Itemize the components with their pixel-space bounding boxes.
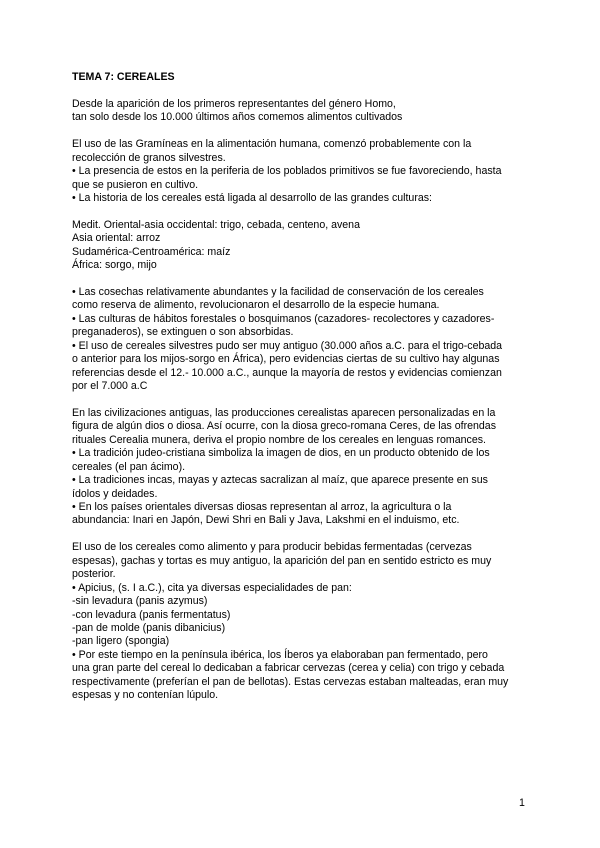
text-line: una gran parte del cereal lo dedicaban a fabricar cervezas (cerea y celia) con trigo y cebada [72,662,505,675]
region-line: Asia oriental: arroz [72,232,161,245]
text-line: rituales Cerealia munera, deriva el propio nombre de los cereales en lenguas romances. [72,433,486,446]
text-line: Desde la aparición de los primeros representantes del género Homo, [72,97,396,110]
paragraph-gramineas [72,138,532,205]
region-line: Medit. Oriental-asia occidental: trigo, cebada, centeno, avena [72,218,360,231]
bullet-line: • Apicius, (s. I a.C.), cita ya diversas especialidades de pan: [72,581,352,594]
text-line: recolección de granos silvestres. [72,151,226,164]
text-line: posterior. [72,568,116,581]
page-number: 1 [519,797,525,809]
paragraph-cosechas [72,286,532,394]
text-line: figura de algún dios o diosa. Así ocurre, con la diosa greco-romana Ceres, de las ofrendas [72,420,496,433]
bullet-line: • El uso de cereales silvestres pudo ser muy antiguo (30.000 años a.C. para el trigo-cebada [72,339,503,352]
page-title: TEMA 7: CEREALES [72,71,175,83]
bullet-line: • La tradición judeo-cristiana simboliza la imagen de dios, en un producto obtenido de los [72,447,490,460]
paragraph-civilizaciones [72,407,532,528]
text-line: o anterior para los mijos-sorgo en África), pero evidencias ciertas de su cultivo hay algunas [72,353,500,366]
region-line: África: sorgo, mijo [72,259,157,272]
text-line: El uso de los cereales como alimento y para producir bebidas fermentadas (cervezas [72,541,472,554]
list-item: -sin levadura (panis azymus) [72,595,208,608]
bullet-line: • La tradiciones incas, mayas y aztecas sacralizan al maíz, que aparece presente en sus [72,474,488,487]
text-line: abundancia: Inari en Japón, Dewi Shri en Bali y Java, Lakshmi en el induismo, etc. [72,514,460,527]
text-line: como reserva de alimento, revolucionaron el desarrollo de la especie humana. [72,299,440,312]
text-line: ídolos y deidades. [72,487,158,500]
bullet-line: • Las culturas de hábitos forestales o bosquimanos (cazadores- recolectores y cazadores- [72,312,495,325]
text-line: respectivamente (preferían el pan de bellotas). Estas cervezas estaban malteadas, eran muy [72,675,509,688]
bullet-line: • Las cosechas relativamente abundantes y la facilidad de conservación de los cereales [72,286,484,298]
bullet-line: • Por este tiempo en la península ibérica, los Íberos ya elaboraban pan fermentado, pero [72,648,488,661]
region-line: Sudamérica-Centroamérica: maíz [72,245,231,258]
text-line: espesas), gachas y tortas es muy antiguo, la aparición del pan en sentido estricto es muy [72,554,492,567]
text-line: referencias desde el 12.- 10.000 a.C., aunque la mayoría de restos y evidencias comienzan [72,366,502,379]
text-line: espesas y no contenían lúpulo. [72,689,219,702]
text-line: tan solo desde los 10.000 últimos años comemos alimentos cultivados [72,111,403,124]
list-item: -con levadura (panis fermentatus) [72,608,231,621]
text-line: que se pusieron en cultivo. [72,178,199,191]
text-line: El uso de las Gramíneas en la alimentación humana, comenzó probablemente con la [72,138,472,151]
bullet-line: • La historia de los cereales está ligada al desarrollo de las grandes culturas: [72,191,432,204]
paragraph-intro [72,98,532,125]
text-line: preganaderos), se extinguen o son absorbidas. [72,326,294,339]
document-body [72,71,532,703]
bullet-line: • En los países orientales diversas diosas representan al arroz, la agricultura o la [72,501,452,513]
text-line: por el 7.000 a.C [72,380,148,393]
text-line: En las civilizaciones antiguas, las producciones cerealistas aparecen personalizadas en la [72,406,496,419]
paragraph-pan [72,541,532,702]
bullet-line: • La presencia de estos en la periferia de los poblados primitivos se fue favoreciendo, hasta [72,165,502,178]
paragraph-regions [72,219,532,273]
list-item: -pan ligero (spongia) [72,635,170,648]
text-line: cereales (el pan ácimo). [72,460,186,473]
list-item: -pan de molde (panis dibanicius) [72,621,226,634]
